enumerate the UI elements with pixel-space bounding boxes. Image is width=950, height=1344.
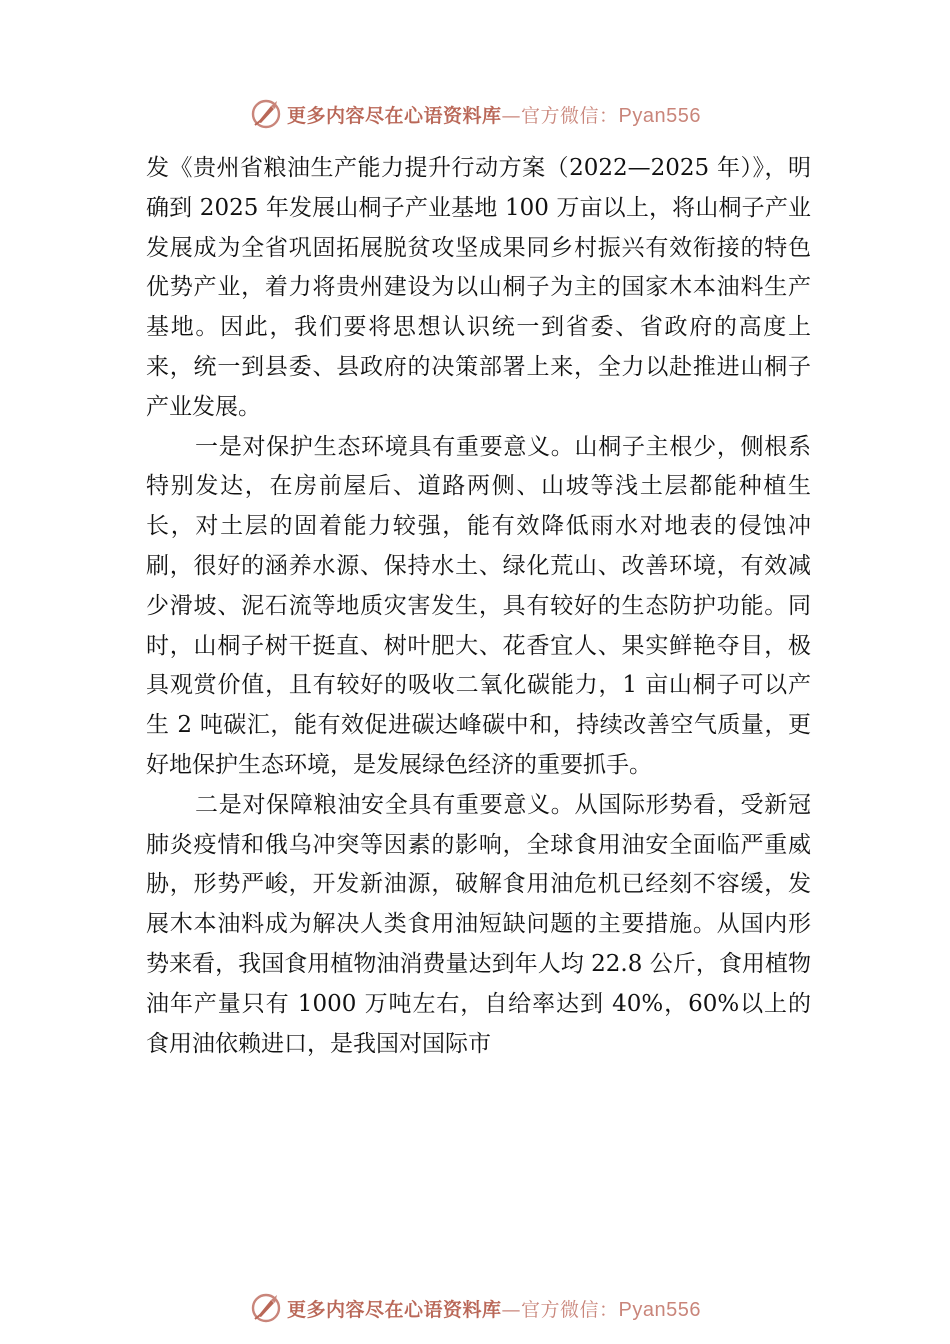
footer-text: [287, 1295, 701, 1322]
footer-dash: —: [501, 1298, 522, 1321]
header-channel-label: 官方微信：: [521, 104, 619, 127]
quill-logo-icon: [249, 1291, 283, 1325]
footer-brand: 更多内容尽在心语资料库: [287, 1298, 502, 1321]
document-body: [146, 149, 811, 1064]
header-banner: [0, 92, 950, 136]
header-dash: —: [501, 104, 522, 127]
paragraph-3: 二是对保障粮油安全具有重要意义。从国际形势看，受新冠肺炎疫情和俄乌冲突等因素的影响，全球食用油安全面临严重威胁，形势严峻，开发新油源，破解食用油危机已经刻不容缓，发展木本油料成为解决人类食用油短缺问题的主要措施。从国内形势来看，我国食用植物油消费量达到年人均 22.8 公斤，食用植物油年产量只有 1000 万吨左右，自给率达到 40%，60%以上的食用油依赖进口，是我国对国际市: [146, 791, 811, 1057]
paragraph-2: 一是对保护生态环境具有重要意义。山桐子主根少，侧根系特别发达，在房前屋后、道路两侧、山坡等浅土层都能种植生长，对土层的固着能力较强，能有效降低雨水对地表的侵蚀冲刷，很好的涵养水源、保持水土、绿化荒山、改善环境，有效减少滑坡、泥石流等地质灾害发生，具有较好的生态防护功能。同时，山桐子树干挺直、树叶肥大、花香宜人、果实鲜艳夺目，极具观赏价值，且有较好的吸收二氧化碳能力，1 亩山桐子可以产生 2 吨碳汇，能有效促进碳达峰碳中和，持续改善空气质量，更好地保护生态环境，是发展绿色经济的重要抓手。: [146, 433, 811, 778]
header-wechat-id: Pyan556: [618, 104, 701, 127]
quill-logo-icon: [249, 97, 283, 131]
header-brand: 更多内容尽在心语资料库: [287, 104, 502, 127]
footer-wechat-id: Pyan556: [618, 1298, 701, 1321]
header-text: [287, 101, 701, 128]
paragraph-1: 发《贵州省粮油生产能力提升行动方案（2022—2025 年）》，明确到 2025 年发展山桐子产业基地 100 万亩以上，将山桐子产业发展成为全省巩固拓展脱贫攻坚成果同乡村振兴有效衔接的特色优势产业，着力将贵州建设为以山桐子为主的国家木本油料生产基地。因此，我们要将思想认识统一到省委、省政府的高度上来，统一到县委、县政府的决策部署上来，全力以赴推进山桐子产业发展。: [146, 155, 811, 420]
footer-banner: [0, 1286, 950, 1330]
footer-channel-label: 官方微信：: [521, 1298, 619, 1321]
